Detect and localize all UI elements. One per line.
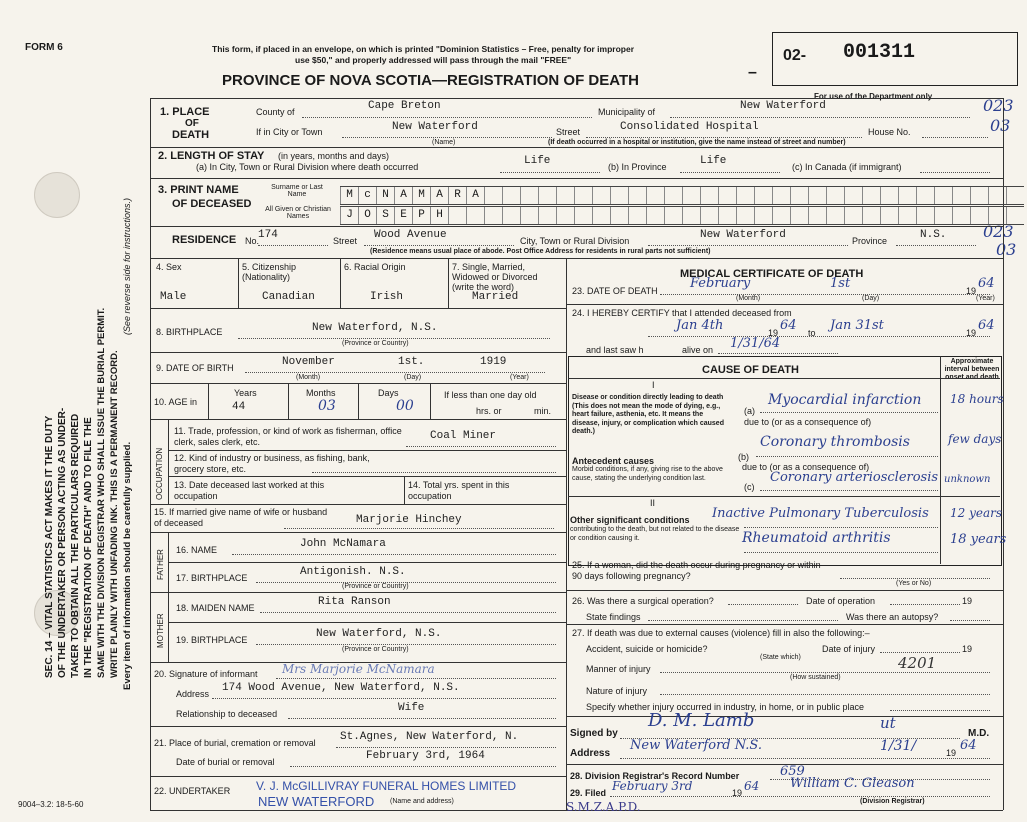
given-cell: P	[412, 207, 430, 224]
given-cell	[880, 207, 898, 224]
given-cell	[916, 207, 934, 224]
undertaker-hint: (Name and address)	[390, 798, 454, 805]
death-19-label: 19	[966, 286, 977, 296]
cause-a-value: Myocardial infarction	[768, 392, 922, 408]
stay-label: 2. LENGTH OF STAY	[158, 150, 265, 162]
age-days-label: Days	[378, 388, 399, 398]
county-value: Cape Breton	[368, 100, 441, 112]
cause-b-interval: few days	[948, 432, 1002, 446]
given-cell	[520, 207, 538, 224]
state-findings-label: State findings	[586, 612, 641, 622]
registration-number: 001311	[843, 41, 916, 64]
alive-on-label: alive on	[682, 345, 714, 355]
residence-no-label: No.	[245, 236, 260, 246]
given-cell	[502, 207, 520, 224]
surname-cell	[538, 187, 556, 204]
surname-cell	[898, 187, 916, 204]
roman-two: II	[650, 498, 656, 508]
surname-cell	[970, 187, 988, 204]
given-cell	[1006, 207, 1024, 224]
dob-year-hint: (Year)	[510, 374, 529, 381]
registration-number-box	[772, 32, 1018, 86]
other-1-interval: 12 years	[950, 506, 1003, 520]
hospital-note: (If death occurred in a hospital or institution, give the name instead of street and number)	[548, 139, 846, 146]
given-cell	[610, 207, 628, 224]
age-years-value: 44	[232, 401, 246, 413]
less-day-label: If less than one day old	[444, 390, 537, 400]
other-label: Other significant conditions	[570, 515, 690, 525]
dob-month-hint: (Month)	[296, 374, 321, 381]
dept-code-1: 023	[983, 96, 1014, 115]
autopsy-label: Was there an autopsy?	[846, 612, 939, 622]
dept-code-4: 03	[996, 240, 1017, 259]
given-cell	[556, 207, 574, 224]
antecedent-label: Antecedent causes	[572, 456, 655, 466]
given-cell	[826, 207, 844, 224]
informant-address-value: 174 Wood Avenue, New Waterford, N.S.	[222, 682, 460, 694]
side-line-1: SEC. 14 – VITAL STATISTICS ACT MAKES IT THE DUTY	[44, 415, 55, 678]
birthplace-hint: (Province or Country)	[342, 340, 409, 347]
given-cell	[466, 207, 484, 224]
given-cell	[448, 207, 466, 224]
external-causes-label: 27. If death was due to external causes (violence) fill in also the following:–	[572, 628, 870, 638]
mother-maiden-label: 18. MAIDEN NAME	[176, 603, 255, 613]
place-label: 1. PLACE	[160, 106, 210, 118]
registration-prefix: 02-	[783, 47, 807, 64]
side-line-2: OF THE UNDERTAKER OR PERSON ACTING AS UNDER-	[57, 407, 68, 678]
surname-cell	[790, 187, 808, 204]
surname-cell	[772, 187, 790, 204]
age-years-label: Years	[234, 388, 257, 398]
father-name-value: John McNamara	[300, 538, 386, 550]
signed-md-suffix: ut	[880, 714, 896, 732]
surname-cell	[952, 187, 970, 204]
street-value: Consolidated Hospital	[620, 121, 759, 133]
birthplace-value: New Waterford, N.S.	[312, 322, 438, 334]
given-cell	[844, 207, 862, 224]
house-label: House No.	[868, 127, 911, 137]
surname-cell	[862, 187, 880, 204]
hrs-label: hrs. or	[476, 406, 502, 416]
attended-from-value: Jan 4th	[676, 318, 724, 333]
surname-cell	[754, 187, 772, 204]
age-months-value: 03	[318, 398, 336, 414]
given-cell	[682, 207, 700, 224]
print-name-label: 3. PRINT NAME	[158, 184, 239, 196]
burial-label: 21. Place of burial, cremation or removal	[154, 738, 316, 748]
informant-address-label: Address	[176, 689, 210, 699]
department-use-note: For use of the Department only	[814, 92, 933, 101]
division-registrar-hint: (Division Registrar)	[860, 798, 925, 805]
given-cell	[736, 207, 754, 224]
signed-by-label: Signed by	[570, 728, 618, 739]
pregnancy-label: 25. If a woman, did the death occur during pregnancy or within 90 days following pregnancy?	[572, 560, 821, 581]
punch-hole-top	[34, 172, 80, 218]
surname-cell	[682, 187, 700, 204]
surname-cell	[484, 187, 502, 204]
to-year-value: 64	[978, 318, 995, 333]
death-month-value: February	[690, 276, 751, 291]
specify-label: Specify whether injury occurred in industry, in home, or in public place	[586, 702, 864, 712]
from-year-value: 64	[780, 318, 797, 333]
undertaker-stamp: V. J. McGILLIVRAY FUNERAL HOMES LIMITED	[256, 779, 517, 793]
given-cell	[646, 207, 664, 224]
interval-label: Approximate interval between onset and death	[944, 358, 1000, 381]
stay-a-value: Life	[524, 155, 551, 167]
city-name-hint: (Name)	[432, 139, 456, 146]
given-cell	[718, 207, 736, 224]
cause-a-interval: 18 hours	[950, 392, 1004, 406]
death-year-hint: (Year)	[976, 295, 995, 302]
stamp-code: S.M.Z.A.P.D.	[566, 800, 641, 814]
surname-cell: c	[358, 187, 376, 204]
given-cell	[970, 207, 988, 224]
racial-label: 6. Racial Origin	[344, 262, 406, 272]
given-cell	[790, 207, 808, 224]
surgery-19-label: 19	[962, 596, 973, 606]
given-cell	[484, 207, 502, 224]
certify-label: 24. I HEREBY CERTIFY that I attended deceased from	[572, 308, 792, 318]
burial-place-value: St.Agnes, New Waterford, N.	[340, 731, 519, 743]
cause-title: CAUSE OF DEATH	[702, 364, 799, 376]
cause-a-marker: (a)	[744, 406, 755, 416]
form-number: FORM 6	[25, 42, 63, 53]
alive-on-value: 1/31/64	[730, 336, 781, 351]
min-label: min.	[534, 406, 552, 416]
birthplace-label: 8. BIRTHPLACE	[156, 327, 223, 337]
municipality-label: Municipality of	[598, 107, 656, 117]
attended-to-value: Jan 31st	[830, 318, 884, 333]
surname-cell	[646, 187, 664, 204]
other-2-value: Rheumatoid arthritis	[742, 530, 891, 546]
surname-cell	[736, 187, 754, 204]
surname-cell: M	[340, 187, 358, 204]
given-cell	[754, 207, 772, 224]
given-grid	[340, 206, 1024, 225]
surname-cell	[556, 187, 574, 204]
of-label: OF	[185, 118, 199, 129]
surname-cell	[574, 187, 592, 204]
relationship-label: Relationship to deceased	[176, 709, 278, 719]
city-label: If in City or Town	[256, 127, 323, 137]
signer-address-label: Address	[570, 748, 611, 759]
last-saw-label: and last saw h	[586, 345, 644, 355]
side-line-7b: (See reverse side for instructions.)	[122, 197, 132, 335]
signer-address-value: New Waterford N.S.	[630, 738, 762, 753]
surname-cell	[808, 187, 826, 204]
mother-birth-value: New Waterford, N.S.	[316, 628, 442, 640]
md-label: M.D.	[968, 728, 990, 739]
burial-date-label: Date of burial or removal	[176, 757, 275, 767]
occupation-13-label: 13. Date deceased last worked at this occupation	[174, 480, 325, 501]
residence-no-value: 174	[258, 229, 278, 241]
filed-19-label: 19	[732, 788, 743, 798]
signed-by-value: D. M. Lamb	[648, 710, 755, 731]
occupation-value: Coal Miner	[430, 430, 497, 442]
surname-cell	[664, 187, 682, 204]
side-line-4: IN THE "REGISTRATION OF DEATH" AND TO FILE THE	[83, 417, 94, 678]
of-deceased-label: OF DECEASED	[172, 198, 252, 210]
given-cell	[808, 207, 826, 224]
form-code: 9004–3.2: 18-5-60	[18, 800, 84, 809]
stay-hint: (in years, months and days)	[278, 151, 390, 161]
antecedent-hint: Morbid conditions, if any, giving rise to the above cause, stating the underlying condition last.	[572, 466, 723, 482]
roman-one: I	[652, 380, 655, 390]
citizenship-label: 5. Citizenship (Nationality)	[242, 262, 297, 282]
surname-cell: A	[430, 187, 448, 204]
other-2-interval: 18 years	[950, 532, 1007, 547]
given-cell	[592, 207, 610, 224]
date-injury-label: Date of injury	[822, 644, 876, 654]
given-cell: E	[394, 207, 412, 224]
given-cell	[664, 207, 682, 224]
injury-19-label: 19	[962, 644, 973, 654]
surname-label: Surname or Last Name	[271, 184, 323, 198]
date-of-death-label: 23. DATE OF DEATH	[572, 286, 658, 296]
other-hint: contributing to the death, but not related to the disease or condition causing it.	[570, 526, 740, 542]
sign-year-value: 64	[960, 738, 977, 753]
yes-no-hint: (Yes or No)	[896, 580, 932, 587]
given-cell	[934, 207, 952, 224]
residence-province-value: N.S.	[920, 229, 947, 241]
given-cell: J	[340, 207, 358, 224]
surname-cell	[610, 187, 628, 204]
marital-value: Married	[472, 291, 519, 303]
given-cell: S	[376, 207, 394, 224]
surname-cell: R	[448, 187, 466, 204]
filed-value: February 3rd	[612, 779, 693, 793]
father-birth-hint: (Province or Country)	[342, 583, 409, 590]
manner-label: Manner of injury	[586, 664, 651, 674]
given-cell: H	[430, 207, 448, 224]
cause-b-value: Coronary thrombosis	[760, 434, 910, 450]
given-cell	[898, 207, 916, 224]
residence-street-label: Street	[333, 236, 358, 246]
stay-a-label: (a) In City, Town or Rural Division where death occurred	[196, 162, 419, 172]
side-line-5: SAME WITH THE DIVISION REGISTRAR WHO SHALL ISSUE THE BURIAL PERMIT.	[96, 307, 107, 678]
spouse-value: Marjorie Hinchey	[356, 514, 462, 526]
dob-year-value: 1919	[480, 356, 507, 368]
undertaker-city-stamp: NEW WATERFORD	[258, 794, 375, 809]
accident-label: Accident, suicide or homicide?	[586, 644, 708, 654]
sex-label: 4. Sex	[156, 262, 182, 272]
residence-note: (Residence means usual place of abode. Post Office Address for residents in rural parts not sufficient)	[370, 248, 711, 255]
surname-cell	[844, 187, 862, 204]
disease-label: Disease or condition directly leading to death (This does not mean the mode of dying, e.g., heart failure, asthenia, etc. It means the disease, injury, or complication which caused death.)	[572, 394, 724, 435]
state-which-hint: (State which)	[760, 654, 801, 661]
how-sustained-hint: (How sustained)	[790, 674, 841, 681]
surname-cell: N	[376, 187, 394, 204]
surname-cell: A	[394, 187, 412, 204]
mother-maiden-value: Rita Ranson	[318, 596, 391, 608]
cause-b-marker: (b)	[738, 452, 749, 462]
registrar-signature: William C. Gleason	[790, 776, 915, 791]
medical-certificate-title: MEDICAL CERTIFICATE OF DEATH	[680, 268, 864, 280]
surname-cell	[916, 187, 934, 204]
given-cell	[988, 207, 1006, 224]
due-to-2: due to (or as a consequence of)	[742, 462, 870, 472]
dob-day-hint: (Day)	[404, 374, 422, 381]
surname-cell	[502, 187, 520, 204]
surname-cell	[826, 187, 844, 204]
other-1-value: Inactive Pulmonary Tuberculosis	[712, 506, 929, 521]
side-line-3: TAKER TO OBTAIN ALL THE PARTICULARS REQUIRED	[70, 413, 81, 678]
given-cell	[862, 207, 880, 224]
municipality-value: New Waterford	[740, 100, 826, 112]
sign-19-label: 19	[946, 748, 957, 758]
death-day-value: 1st	[830, 276, 851, 291]
surname-cell	[988, 187, 1006, 204]
dob-day-value: 1st.	[398, 356, 425, 368]
filed-label: 29. Filed	[570, 788, 607, 798]
filed-year-value: 64	[744, 779, 760, 793]
relationship-value: Wife	[398, 702, 425, 714]
side-line-6: WRITE PLAINLY WITH UNFADING INK. THIS IS A PERMANENT RECORD.	[109, 350, 120, 678]
citizenship-value: Canadian	[262, 291, 315, 303]
injury-code: 4201	[898, 654, 937, 672]
surgery-label: 26. Was there a surgical operation?	[572, 596, 714, 606]
marital-label: 7. Single, Married, Widowed or Divorced (write the word)	[452, 262, 538, 292]
surname-cell	[700, 187, 718, 204]
given-label: All Given or Christian Names	[265, 206, 331, 220]
occupation-12-label: 12. Kind of industry or business, as fishing, bank, grocery store, etc.	[174, 453, 370, 474]
sex-value: Male	[160, 291, 187, 303]
cause-c-interval: unknown	[944, 474, 991, 485]
to-label: to	[808, 328, 816, 338]
surname-cell	[520, 187, 538, 204]
dash-mark: –	[748, 64, 757, 81]
given-cell	[952, 207, 970, 224]
father-label: FATHER	[156, 549, 165, 580]
mother-birth-hint: (Province or Country)	[342, 646, 409, 653]
surname-cell	[880, 187, 898, 204]
death-year-value: 64	[978, 276, 995, 291]
stay-b-value: Life	[700, 155, 727, 167]
mail-notice-1: This form, if placed in an envelope, on which is printed "Dominion Statistics – Free, penalty for improper	[212, 44, 635, 54]
surname-cell: M	[412, 187, 430, 204]
surname-cell	[628, 187, 646, 204]
given-cell	[628, 207, 646, 224]
surname-cell	[1006, 187, 1024, 204]
city-value: New Waterford	[392, 121, 478, 133]
cause-c-marker: (c)	[744, 482, 755, 492]
age-days-value: 00	[396, 398, 414, 414]
mother-label: MOTHER	[156, 613, 165, 648]
stay-b-label: (b) In Province	[608, 162, 667, 172]
undertaker-label: 22. UNDERTAKER	[154, 786, 231, 796]
given-cell: O	[358, 207, 376, 224]
residence-label: RESIDENCE	[172, 234, 237, 246]
age-label: 10. AGE in	[154, 397, 198, 407]
dob-month-value: November	[282, 356, 335, 368]
occupation-11-label: 11. Trade, profession, or kind of work as fisherman, office clerk, sales clerk, etc.	[174, 426, 402, 447]
age-months-label: Months	[306, 388, 336, 398]
death-label: DEATH	[172, 129, 210, 141]
surname-cell	[934, 187, 952, 204]
surname-cell	[718, 187, 736, 204]
surname-grid	[340, 186, 1024, 205]
father-birth-value: Antigonish. N.S.	[300, 566, 406, 578]
dept-code-3: 023	[983, 222, 1014, 241]
informant-signature: Mrs Marjorie McNamara	[282, 662, 435, 676]
side-line-7: Every item of information should be carefully supplied.	[122, 441, 133, 690]
given-cell	[538, 207, 556, 224]
cause-c-value: Coronary arteriosclerosis	[770, 470, 939, 485]
death-month-hint: (Month)	[736, 295, 761, 302]
county-label: County of	[256, 107, 295, 117]
record-number-value: 659	[780, 764, 805, 779]
residence-city-label: City, Town or Rural Division	[520, 236, 630, 246]
residence-street-value: Wood Avenue	[374, 229, 447, 241]
father-birth-label: 17. BIRTHPLACE	[176, 573, 248, 583]
spouse-label: 15. If married give name of wife or husband of deceased	[154, 507, 328, 528]
given-cell	[772, 207, 790, 224]
dob-label: 9. DATE OF BIRTH	[156, 363, 234, 373]
residence-city-value: New Waterford	[700, 229, 786, 241]
given-cell	[574, 207, 592, 224]
sign-date-value: 1/31/	[880, 738, 917, 754]
death-day-hint: (Day)	[862, 295, 880, 302]
date-operation-label: Date of operation	[806, 596, 876, 606]
occupation-14-label: 14. Total yrs. spent in this occupation	[408, 480, 510, 501]
from-19-label: 19	[768, 328, 779, 338]
surname-cell	[592, 187, 610, 204]
informant-label: 20. Signature of informant	[154, 669, 258, 679]
street-label: Street	[556, 127, 581, 137]
residence-province-label: Province	[852, 236, 888, 246]
occupation-label: OCCUPATION	[155, 447, 164, 500]
due-to-1: due to (or as a consequence of)	[744, 417, 872, 427]
dept-code-2: 03	[990, 116, 1011, 135]
surname-cell: A	[466, 187, 484, 204]
to-19-label: 19	[966, 328, 977, 338]
burial-date-value: February 3rd, 1964	[366, 750, 485, 762]
mail-notice-2: use $50," and properly addressed will pass through the mail "FREE"	[295, 55, 572, 65]
given-cell	[700, 207, 718, 224]
stay-c-label: (c) In Canada (if immigrant)	[792, 162, 902, 172]
racial-value: Irish	[370, 291, 404, 303]
nature-label: Nature of injury	[586, 686, 648, 696]
mother-birth-label: 19. BIRTHPLACE	[176, 635, 248, 645]
record-number-label: 28. Division Registrar's Record Number	[570, 771, 740, 781]
page-title: PROVINCE OF NOVA SCOTIA—REGISTRATION OF DEATH	[222, 72, 639, 89]
father-name-label: 16. NAME	[176, 545, 218, 555]
